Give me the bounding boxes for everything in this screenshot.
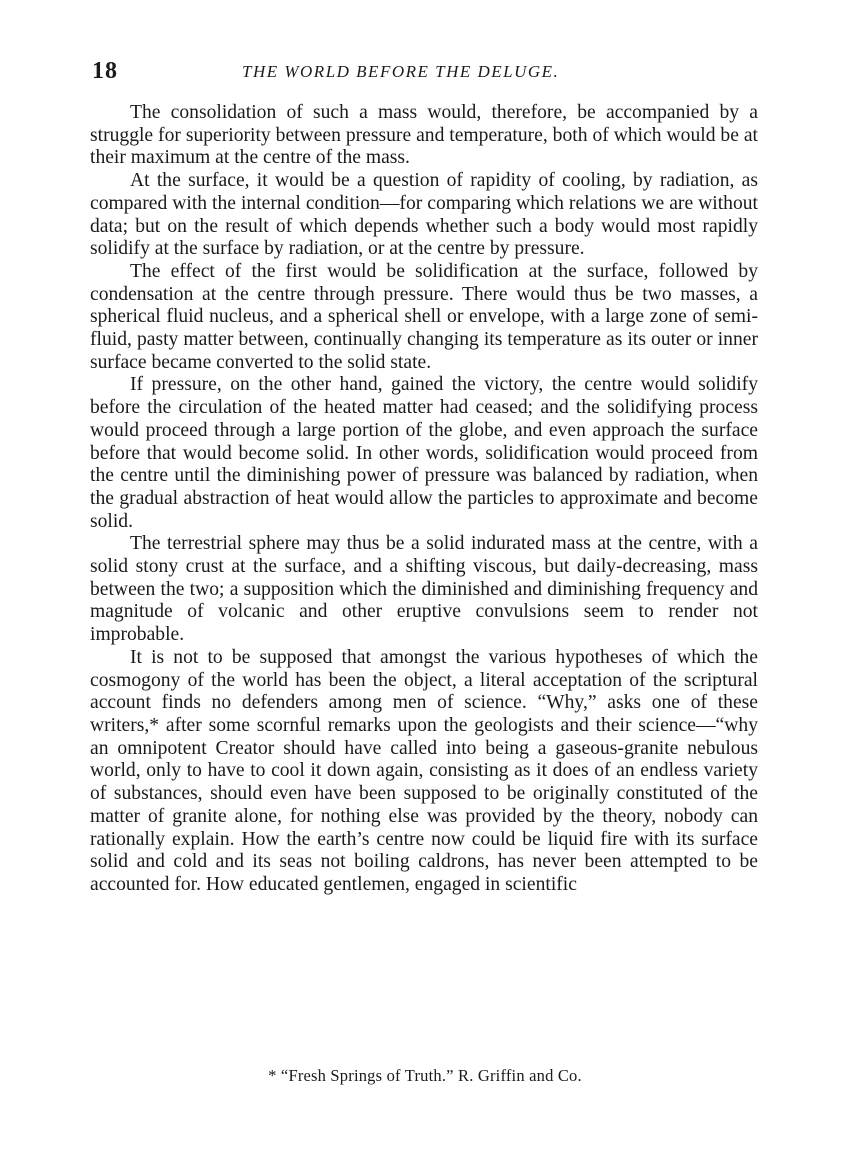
running-header — [92, 58, 758, 88]
paragraph-3: The effect of the first would be solidification at the surface, followed by condensation at the centre through pressure. There would thus be two masses, a spherical fluid nucleus, and a spherical shell or envelope, with a large zone of semi-fluid, pasty matter between, continually changing its temperature as its outer or inner surface became converted to the solid state. — [90, 260, 758, 373]
paragraph-6: It is not to be supposed that amongst the various hypotheses of which the cosmogony of the world has been the object, a literal acceptation of the scriptural account finds no defenders among men of science. “Why,” asks one of these writers,* after some scornful remarks upon the geologists and their science—“why an omnipotent Creator should have called into being a gaseous-granite nebulous world, only to have to cool it down again, consisting as it does of an endless variety of substances, should even have been supposed to be originally constituted of the matter of granite alone, for nothing else was provided by the theory, nobody can rationally explain. How the earth’s centre now could be liquid fire with its surface solid and cold and its seas not boiling caldrons, has never been attempted to be accounted for. How educated gentlemen, engaged in scientific — [90, 646, 758, 895]
paragraph-1: The consolidation of such a mass would, therefore, be accompanied by a struggle for superiority between pressure and temperature, both of which would be at their maximum at the centre of the mass. — [90, 102, 758, 169]
running-title: THE WORLD BEFORE THE DELUGE. — [242, 62, 560, 81]
footnote: * “Fresh Springs of Truth.” R. Griffin and Co. — [268, 1066, 582, 1085]
paragraph-5: The terrestrial sphere may thus be a solid indurated mass at the centre, with a solid stony crust at the surface, and a shifting viscous, but daily-decreasing, mass between the two; a supposition which the diminished and diminishing frequency and magnitude of volcanic and other eruptive convulsions seem to render not improbable. — [90, 533, 758, 646]
paragraph-4: If pressure, on the other hand, gained the victory, the centre would solidify before the circulation of the heated matter had ceased; and the solidifying process would proceed through a large portion of the globe, and even approach the surface before that would become solid. In other words, solidification would proceed from the centre until the diminishing power of pressure was balanced by radiation, when the gradual abstraction of heat would allow the particles to approximate and become solid. — [90, 374, 758, 532]
page-number: 18 — [92, 58, 118, 84]
body-text — [90, 102, 758, 897]
paragraph-2: At the surface, it would be a question of rapidity of cooling, by radiation, as compared with the internal condition—for comparing which relations we are without data; but on the result of which depends whether such a body would most rapidly solidify at the surface by radiation, or at the centre by pressure. — [90, 170, 758, 260]
